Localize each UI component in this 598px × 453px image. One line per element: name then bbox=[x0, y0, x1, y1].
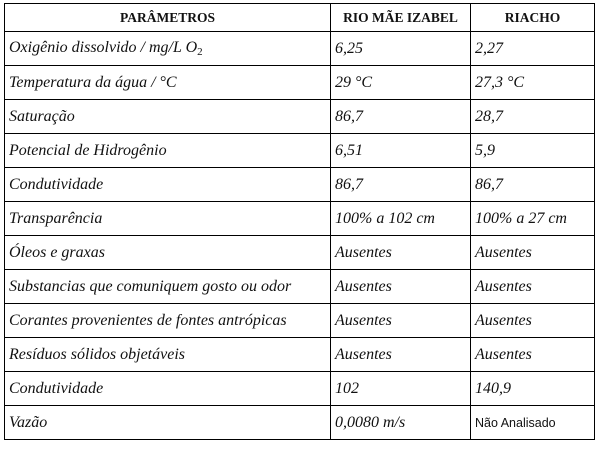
header-riacho: RIACHO bbox=[471, 4, 595, 32]
rio-value-cell: 86,7 bbox=[331, 168, 471, 202]
param-cell: Corantes provenientes de fontes antrópicas bbox=[5, 304, 331, 338]
riacho-value-cell: Ausentes bbox=[471, 270, 595, 304]
table-row bbox=[5, 168, 595, 202]
riacho-value-cell: Não Analisado bbox=[471, 406, 595, 440]
param-cell: Vazão bbox=[5, 406, 331, 440]
rio-value-cell: 6,51 bbox=[331, 134, 471, 168]
header-parametros: PARÂMETROS bbox=[5, 4, 331, 32]
riacho-value-cell: 2,27 bbox=[471, 32, 595, 66]
table-row bbox=[5, 202, 595, 236]
table-row bbox=[5, 66, 595, 100]
riacho-value-cell: 5,9 bbox=[471, 134, 595, 168]
riacho-value-cell: 100% a 27 cm bbox=[471, 202, 595, 236]
table-row bbox=[5, 338, 595, 372]
param-cell: Saturação bbox=[5, 100, 331, 134]
param-cell: Óleos e graxas bbox=[5, 236, 331, 270]
riacho-value-cell: Ausentes bbox=[471, 236, 595, 270]
rio-value-cell: 102 bbox=[331, 372, 471, 406]
table-row bbox=[5, 372, 595, 406]
rio-value-cell: 6,25 bbox=[331, 32, 471, 66]
riacho-value-cell: Ausentes bbox=[471, 338, 595, 372]
rio-value-cell: 86,7 bbox=[331, 100, 471, 134]
table-row bbox=[5, 32, 595, 66]
param-cell: Resíduos sólidos objetáveis bbox=[5, 338, 331, 372]
param-label: Oxigênio dissolvido / mg/L O bbox=[9, 39, 198, 56]
table-row bbox=[5, 236, 595, 270]
param-cell: Condutividade bbox=[5, 372, 331, 406]
rio-value-cell: Ausentes bbox=[331, 270, 471, 304]
rio-value-cell: Ausentes bbox=[331, 236, 471, 270]
riacho-value-cell: 27,3 °C bbox=[471, 66, 595, 100]
rio-value-cell: Ausentes bbox=[331, 338, 471, 372]
rio-value-cell: 29 °C bbox=[331, 66, 471, 100]
riacho-value-cell: 28,7 bbox=[471, 100, 595, 134]
rio-value-cell: Ausentes bbox=[331, 304, 471, 338]
table-row bbox=[5, 134, 595, 168]
table-row bbox=[5, 304, 595, 338]
riacho-value-cell: 140,9 bbox=[471, 372, 595, 406]
parameters-table-container bbox=[4, 3, 594, 440]
riacho-value-cell: 86,7 bbox=[471, 168, 595, 202]
param-subscript: 2 bbox=[197, 46, 203, 58]
rio-value-cell: 0,0080 m/s bbox=[331, 406, 471, 440]
param-cell: Transparência bbox=[5, 202, 331, 236]
table-row bbox=[5, 100, 595, 134]
param-cell: Temperatura da água / °C bbox=[5, 66, 331, 100]
table-row bbox=[5, 406, 595, 440]
header-rio-mae-izabel: RIO MÃE IZABEL bbox=[331, 4, 471, 32]
param-cell: Substancias que comuniquem gosto ou odor bbox=[5, 270, 331, 304]
param-cell: Potencial de Hidrogênio bbox=[5, 134, 331, 168]
riacho-value-cell: Ausentes bbox=[471, 304, 595, 338]
table-row bbox=[5, 270, 595, 304]
water-parameters-table bbox=[4, 3, 595, 440]
param-cell bbox=[5, 32, 331, 66]
param-cell: Condutividade bbox=[5, 168, 331, 202]
table-header-row bbox=[5, 4, 595, 32]
rio-value-cell: 100% a 102 cm bbox=[331, 202, 471, 236]
